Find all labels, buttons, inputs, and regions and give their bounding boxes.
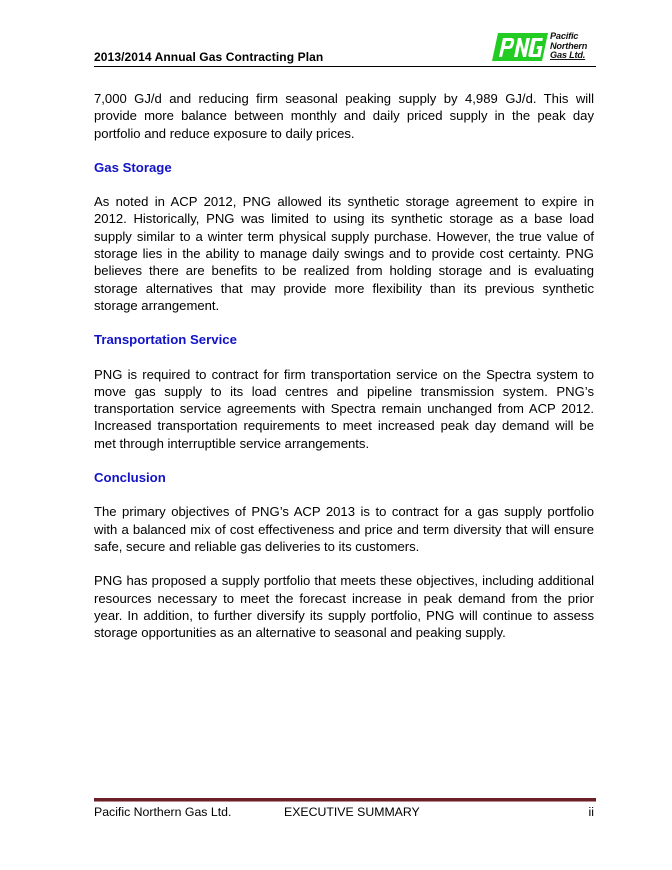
footer-company: Pacific Northern Gas Ltd. [94, 805, 232, 819]
section-heading-conclusion: Conclusion [94, 470, 166, 486]
logo-wordmark [550, 32, 587, 61]
company-logo [492, 31, 594, 63]
gas-storage-paragraph: As noted in ACP 2012, PNG allowed its synthetic storage agreement to expire in 2012. Historically, PNG was limited to using its synthetic storage as a base load supply similar to a winter term physical supply purchase. However, the true value of storage lies in the ability to manage daily swings and to provide cost certainty. PNG believes there are benefits to be realized from holding storage and is evaluating storage alternatives that may provide more flexibility than its previous synthetic storage arrangement. [94, 194, 594, 313]
footer-row [94, 805, 596, 821]
conclusion-paragraph-2: PNG has proposed a supply portfolio that meets these objectives, including additional resources necessary to meet the forecast increase in peak demand from the prior year. In addition, to further diversify its supply portfolio, PNG will continue to assess storage opportunities as an alternative to seasonal and peaking supply. [94, 573, 594, 641]
document-title: 2013/2014 Annual Gas Contracting Plan [94, 50, 324, 64]
conclusion-paragraph-1: The primary objectives of PNG’s ACP 2013 is to contract for a gas supply portfolio with a balanced mix of cost effectiveness and price and term diversity that will ensure safe, secure and reliable gas deliveries to its customers. [94, 504, 594, 554]
logo-line-3: Gas Ltd. [550, 50, 586, 60]
logo-line-2: Northern [550, 40, 588, 51]
png-logo-icon [492, 33, 548, 61]
footer-section-title: EXECUTIVE SUMMARY [284, 805, 420, 819]
document-body [94, 90, 594, 658]
page-header [94, 28, 596, 67]
intro-paragraph: 7,000 GJ/d and reducing firm seasonal peaking supply by 4,989 GJ/d. This will provide more balance between monthly and daily priced supply in the peak day portfolio and reduce exposure to daily prices. [94, 91, 594, 141]
page-footer [94, 798, 596, 821]
section-heading-transportation-service: Transportation Service [94, 332, 237, 348]
section-heading-gas-storage: Gas Storage [94, 159, 172, 175]
footer-divider [94, 798, 596, 802]
transportation-service-paragraph: PNG is required to contract for firm transportation service on the Spectra system to move gas supply to its load centres and pipeline transmission system. PNG’s transportation service agreements with Spectra remain unchanged from ACP 2012. Increased transportation requirements to meet increased peak day demand will be met through interruptible service arrangements. [94, 366, 594, 451]
page-number: ii [588, 805, 594, 819]
logo-line-1: Pacific [550, 31, 579, 41]
